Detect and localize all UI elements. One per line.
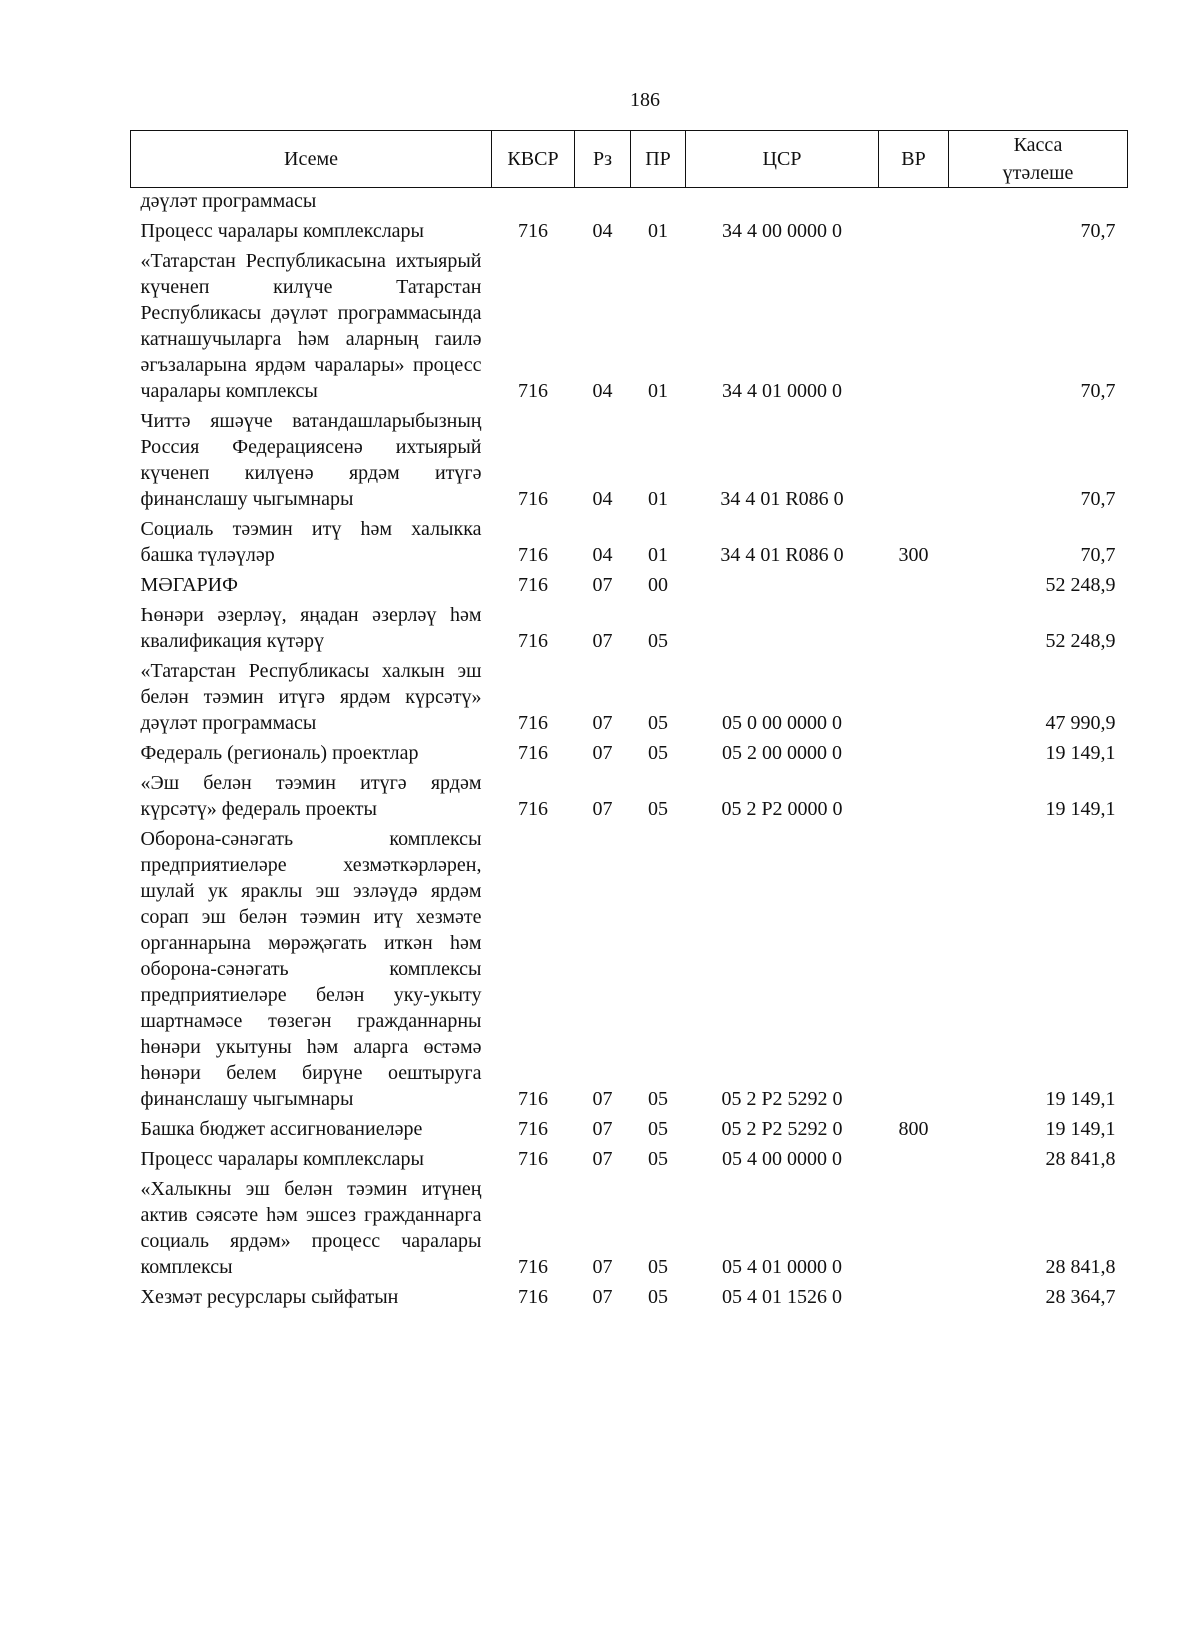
cell-kvsr: 716: [518, 1286, 548, 1308]
header-vr: ВР: [879, 131, 949, 188]
cell-rz: 04: [592, 488, 613, 510]
cell-rz: 07: [592, 630, 613, 652]
cell-amount: 19 149,1: [1045, 1088, 1116, 1110]
cell-kvsr: 716: [518, 630, 548, 652]
cell-pr: 05: [648, 630, 668, 652]
cell-kvsr: 716: [518, 1088, 548, 1110]
cell-kvsr: 716: [518, 1118, 548, 1140]
table-row: [131, 572, 1128, 602]
cell-kvsr: 716: [518, 1148, 548, 1170]
cell-pr: 00: [648, 574, 668, 596]
header-kvsr: КВСР: [492, 131, 575, 188]
cell-kvsr: [492, 188, 575, 219]
cell-amount: 70,7: [1080, 544, 1116, 566]
table-row: [131, 408, 1128, 516]
cell-name: Хезмәт ресурслары сыйфатын: [140, 1286, 399, 1308]
cell-csr: 05 2 P2 5292 0: [721, 1118, 843, 1140]
table-row: [131, 218, 1128, 248]
header-kassa-line2: үтәлеше: [1002, 162, 1074, 184]
cell-rz: 07: [592, 712, 613, 734]
table-row: [131, 1146, 1128, 1176]
table-row: [131, 1284, 1128, 1314]
cell-name: Оборона-сәнәгать комплексы предприятиеләре хезмәткәрләрен, шулай ук яраклы эш эзләүдә ярдәм сорап эш белән тәэмин итү хезмәте органнарына мөрәҗәгать иткән һәм оборона-сәнәгать комплексы предприятиеләре белән уку-укыту шартнамәсе төзегән гражданнарны һөнәри укытуны һәм аларга өстәмә һөнәри белем бирүне оештыруга финанслашу чыгымнары: [140, 828, 482, 1110]
page-number: 186: [630, 89, 660, 111]
cell-rz: 07: [592, 742, 613, 764]
header-kassa: [949, 131, 1128, 188]
cell-pr: 05: [648, 712, 668, 734]
cell-amount: 70,7: [1080, 220, 1116, 242]
cell-kvsr: 716: [518, 742, 548, 764]
cell-name: Процесс чаралары комплекслары: [140, 1148, 424, 1170]
cell-pr: 01: [648, 488, 668, 510]
cell-name: «Татарстан Республикасына ихтыярый күченеп килүче Татарстан Республикасы дәүләт программасында катнашучыларга һәм аларның гаилә әгъзаларына ярдәм чаралары» процесс чаралары комплексы: [140, 250, 482, 402]
cell-csr: 05 2 00 0000 0: [722, 742, 842, 764]
cell-name: «Эш белән тәэмин итүгә ярдәм күрсәтү» федераль проекты: [140, 772, 482, 820]
header-csr: ЦСР: [686, 131, 879, 188]
cell-amount: 19 149,1: [1045, 1118, 1116, 1140]
cell-amount: 70,7: [1080, 488, 1116, 510]
table-row: [131, 188, 1128, 219]
cell-vr: [879, 1284, 949, 1314]
cell-kvsr: 716: [518, 574, 548, 596]
cell-csr: 05 4 01 1526 0: [722, 1286, 842, 1308]
cell-rz: 04: [592, 380, 613, 402]
cell-csr: [686, 572, 879, 602]
cell-kvsr: 716: [518, 544, 548, 566]
cell-vr: [879, 188, 949, 219]
cell-rz: [575, 188, 631, 219]
cell-vr: [879, 1146, 949, 1176]
cell-vr: [879, 658, 949, 740]
cell-name: «Татарстан Республикасы халкын эш белән тәэмин итүгә ярдәм күрсәтү» дәүләт программасы: [140, 660, 482, 734]
table-header: [131, 131, 1128, 188]
cell-vr: 800: [898, 1118, 929, 1140]
table-body: [131, 188, 1128, 1315]
header-rz: Рз: [575, 131, 631, 188]
cell-csr: 05 2 P2 0000 0: [721, 798, 843, 820]
cell-csr: 05 2 P2 5292 0: [721, 1088, 843, 1110]
table-row: [131, 826, 1128, 1116]
cell-rz: 07: [592, 1148, 613, 1170]
cell-kvsr: 716: [518, 712, 548, 734]
cell-vr: [879, 770, 949, 826]
cell-rz: 07: [592, 1118, 613, 1140]
cell-name: Социаль тәэмин итү һәм халыкка башка түләүләр: [140, 518, 482, 566]
cell-rz: 07: [592, 1088, 613, 1110]
cell-rz: 07: [592, 1256, 613, 1278]
cell-amount: 19 149,1: [1045, 742, 1116, 764]
cell-csr: 34 4 01 0000 0: [722, 380, 842, 402]
cell-vr: 300: [898, 544, 929, 566]
cell-amount: 70,7: [1080, 380, 1116, 402]
table-row: [131, 1176, 1128, 1284]
cell-vr: [879, 218, 949, 248]
table-row: [131, 658, 1128, 740]
cell-kvsr: 716: [518, 380, 548, 402]
cell-vr: [879, 408, 949, 516]
cell-vr: [879, 1176, 949, 1284]
cell-name: Читтә яшәүче ватандашларыбызның Россия Федерациясенә ихтыярый күченеп килүенә ярдәм итүгә финанслашу чыгымнары: [140, 410, 482, 510]
cell-csr: [686, 602, 879, 658]
cell-rz: 04: [592, 544, 613, 566]
table-row: [131, 516, 1128, 572]
cell-rz: 07: [592, 574, 613, 596]
cell-csr: 05 0 00 0000 0: [722, 712, 842, 734]
cell-csr: 05 4 01 0000 0: [722, 1256, 842, 1278]
table-row: [131, 740, 1128, 770]
cell-vr: [879, 826, 949, 1116]
cell-rz: 07: [592, 798, 613, 820]
cell-amount: [949, 188, 1128, 219]
cell-kvsr: 716: [518, 220, 548, 242]
header-pr: ПР: [631, 131, 686, 188]
cell-amount: 28 364,7: [1045, 1286, 1116, 1308]
cell-amount: 47 990,9: [1045, 712, 1116, 734]
cell-kvsr: 716: [518, 1256, 548, 1278]
header-name: Исеме: [131, 131, 492, 188]
cell-amount: 28 841,8: [1045, 1148, 1116, 1170]
cell-pr: 01: [648, 380, 668, 402]
cell-csr: [686, 188, 879, 219]
cell-amount: 19 149,1: [1045, 798, 1116, 820]
table-row: [131, 248, 1128, 408]
cell-csr: 34 4 01 R086 0: [720, 488, 844, 510]
table-row: [131, 1116, 1128, 1146]
cell-rz: 04: [592, 220, 613, 242]
cell-amount: 52 248,9: [1045, 574, 1116, 596]
cell-vr: [879, 602, 949, 658]
cell-name: Федераль (региональ) проектлар: [140, 742, 419, 764]
cell-name: МӘГАРИФ: [140, 574, 238, 596]
cell-name: «Халыкны эш белән тәэмин итүнең актив сәясәте һәм эшсез гражданнарга социаль ярдәм» процесс чаралары комплексы: [140, 1178, 482, 1278]
cell-pr: 01: [648, 220, 668, 242]
cell-pr: 05: [648, 1256, 668, 1278]
cell-vr: [879, 248, 949, 408]
cell-rz: 07: [592, 1286, 613, 1308]
cell-csr: 34 4 01 R086 0: [720, 544, 844, 566]
cell-pr: 05: [648, 742, 668, 764]
cell-pr: 05: [648, 1118, 668, 1140]
cell-pr: 05: [648, 1286, 668, 1308]
budget-table: [130, 130, 1128, 1314]
cell-pr: 01: [648, 544, 668, 566]
cell-csr: 05 4 00 0000 0: [722, 1148, 842, 1170]
cell-pr: [631, 188, 686, 219]
cell-pr: 05: [648, 798, 668, 820]
cell-pr: 05: [648, 1088, 668, 1110]
table-row: [131, 602, 1128, 658]
cell-csr: 34 4 00 0000 0: [722, 220, 842, 242]
cell-name: Һөнәри әзерләү, яңадан әзерләү һәм квалификация күтәрү: [140, 604, 482, 652]
cell-amount: 28 841,8: [1045, 1256, 1116, 1278]
cell-vr: [879, 572, 949, 602]
header-kassa-line1: Касса: [1013, 134, 1063, 156]
cell-name: Башка бюджет ассигнованиеләре: [140, 1118, 423, 1140]
cell-kvsr: 716: [518, 488, 548, 510]
cell-name: Процесс чаралары комплекслары: [140, 220, 424, 242]
cell-name: дәүләт программасы: [140, 190, 317, 212]
cell-vr: [879, 740, 949, 770]
cell-amount: 52 248,9: [1045, 630, 1116, 652]
cell-pr: 05: [648, 1148, 668, 1170]
cell-kvsr: 716: [518, 798, 548, 820]
table-row: [131, 770, 1128, 826]
